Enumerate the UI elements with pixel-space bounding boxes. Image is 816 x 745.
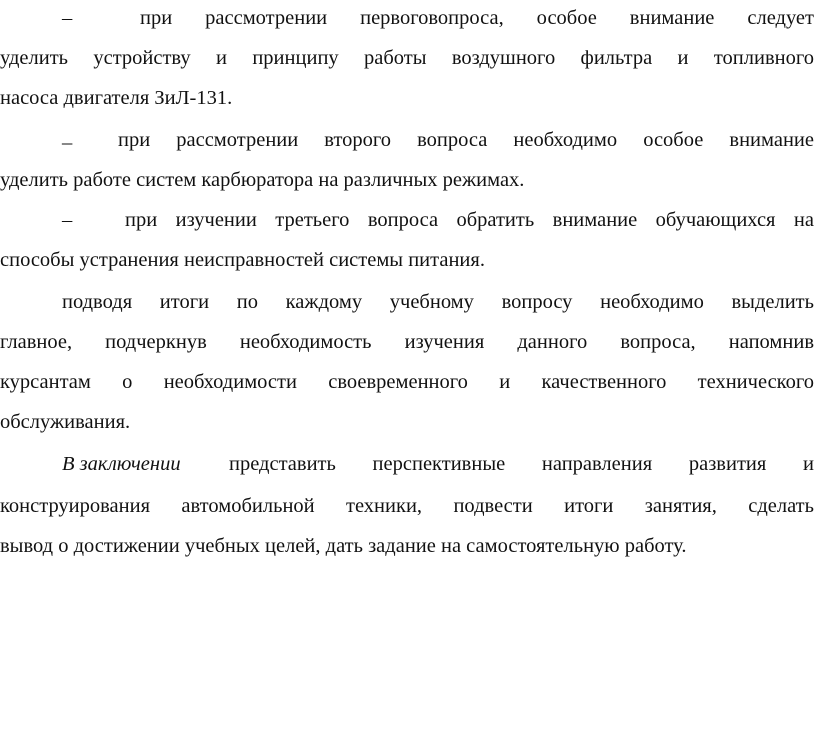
paragraph-4-line-2: главное, подчеркнув необходимость изучения данного вопроса, напомнив [0,331,814,353]
dash-marker: – [62,209,73,231]
paragraph-5-line-3: вывод о достижении учебных целей, дать задание на самостоятельную работу. [0,535,687,557]
paragraph-4-line-4: обслуживания. [0,411,131,433]
paragraph-2-line-1: при рассмотрении второго вопроса необходимо особое внимание [118,129,814,151]
paragraph-1-line-1: при рассмотрении первоговопроса, особое внимание следует [140,7,814,29]
paragraph-5-line-1: представить перспективные направления развития и [229,453,814,475]
dash-marker: – [62,7,73,29]
paragraph-3-line-2: способы устранения неисправностей системы питания. [0,249,485,271]
underscore-marker: _ [62,125,73,147]
paragraph-1-line-3: насоса двигателя ЗиЛ-131. [0,87,233,109]
conclusion-intro: В заключении [62,453,181,475]
paragraph-5-line-2: конструирования автомобильной техники, подвести итоги занятия, сделать [0,495,814,517]
paragraph-1-line-2: уделить устройству и принципу работы воздушного фильтра и топливного [0,47,814,69]
paragraph-2-line-2: уделить работе систем карбюратора на различных режимах. [0,169,525,191]
paragraph-4-line-1: подводя итоги по каждому учебному вопросу необходимо выделить [62,291,814,313]
paragraph-4-line-3: курсантам о необходимости своевременного и качественного технического [0,371,814,393]
paragraph-3-line-1: при изучении третьего вопроса обратить внимание обучающихся на [125,209,814,231]
